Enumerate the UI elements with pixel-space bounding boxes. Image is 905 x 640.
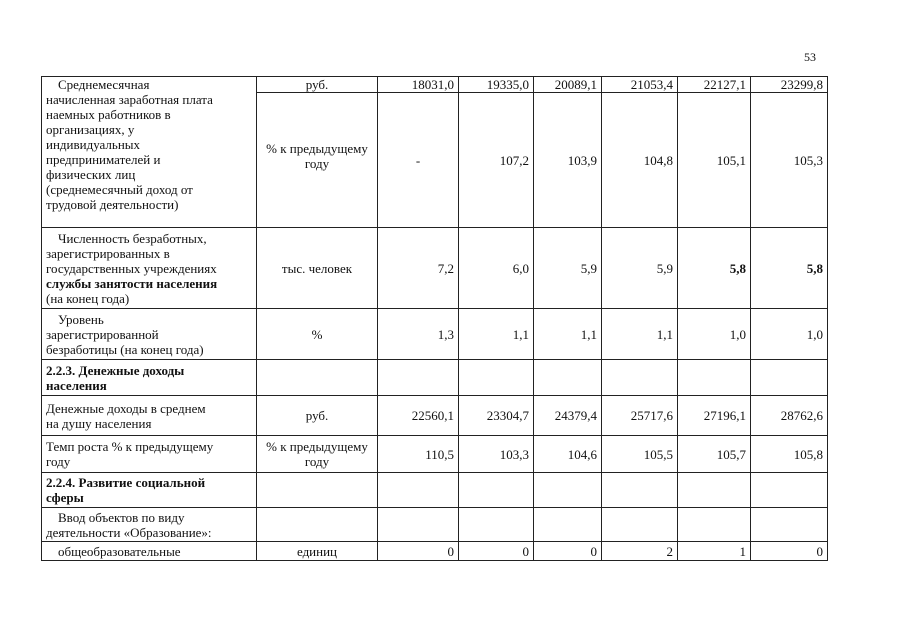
unit-cell: % — [257, 309, 378, 360]
row-label-unemployed: Численность безработных, зарегистрированных в государственных учреждениях службы занятости населения (на конец года) — [42, 228, 257, 309]
section-heading-money-income: 2.2.3. Денежные доходы населения — [42, 360, 257, 396]
value-cell: 7,2 — [378, 228, 459, 309]
value-cell: 22560,1 — [378, 396, 459, 436]
value-cell: 23299,8 — [751, 77, 828, 93]
value-cell: 5,8 — [751, 228, 828, 309]
value-cell: 27196,1 — [678, 396, 751, 436]
unit-cell: тыс. человек — [257, 228, 378, 309]
unit-cell: % к предыдущему году — [257, 93, 378, 228]
value-cell: 110,5 — [378, 436, 459, 473]
empty-cell — [257, 508, 378, 542]
unit-cell: руб. — [257, 77, 378, 93]
value-cell: 0 — [459, 542, 534, 561]
section-heading-social-sphere: 2.2.4. Развитие социальной сферы — [42, 473, 257, 508]
value-cell: 0 — [378, 542, 459, 561]
value-cell: 105,5 — [602, 436, 678, 473]
row-label-general-education: общеобразовательные — [42, 542, 257, 561]
table-row — [42, 77, 828, 93]
value-cell: 19335,0 — [459, 77, 534, 93]
empty-cell — [678, 473, 751, 508]
value-cell: 105,8 — [751, 436, 828, 473]
value-cell: 105,1 — [678, 93, 751, 228]
value-cell: 104,8 — [602, 93, 678, 228]
indicators-table — [41, 76, 828, 561]
value-cell: 28762,6 — [751, 396, 828, 436]
empty-cell — [257, 473, 378, 508]
empty-cell — [459, 473, 534, 508]
value-cell: 0 — [751, 542, 828, 561]
value-cell: 5,9 — [534, 228, 602, 309]
value-cell: 22127,1 — [678, 77, 751, 93]
value-cell: 1,1 — [602, 309, 678, 360]
empty-cell — [751, 508, 828, 542]
empty-cell — [378, 473, 459, 508]
value-cell: 6,0 — [459, 228, 534, 309]
empty-cell — [751, 473, 828, 508]
value-cell: 1,1 — [459, 309, 534, 360]
empty-cell — [257, 360, 378, 396]
empty-cell — [459, 360, 534, 396]
table-row — [42, 542, 828, 561]
row-label-education-objects: Ввод объектов по виду деятельности «Образование»: — [42, 508, 257, 542]
value-cell: 103,3 — [459, 436, 534, 473]
empty-cell — [678, 360, 751, 396]
empty-cell — [602, 508, 678, 542]
value-cell: 1,0 — [678, 309, 751, 360]
unit-cell: руб. — [257, 396, 378, 436]
value-cell: 2 — [602, 542, 678, 561]
value-cell: 105,7 — [678, 436, 751, 473]
table-row — [42, 436, 828, 473]
table-row — [42, 473, 828, 508]
row-label-income-per-capita: Денежные доходы в среднем на душу населения — [42, 396, 257, 436]
value-cell: 24379,4 — [534, 396, 602, 436]
value-cell: 25717,6 — [602, 396, 678, 436]
page-number: 53 — [804, 50, 816, 64]
row-label-unemployment-rate: Уровень зарегистрированной безработицы (на конец года) — [42, 309, 257, 360]
unit-cell: единиц — [257, 542, 378, 561]
empty-cell — [602, 473, 678, 508]
value-cell: 0 — [534, 542, 602, 561]
value-cell: 1 — [678, 542, 751, 561]
empty-cell — [459, 508, 534, 542]
unit-cell: % к предыдущему году — [257, 436, 378, 473]
value-cell: 107,2 — [459, 93, 534, 228]
value-cell: 20089,1 — [534, 77, 602, 93]
value-cell: 104,6 — [534, 436, 602, 473]
row-label-growth-rate: Темп роста % к предыдущему году — [42, 436, 257, 473]
table-row — [42, 228, 828, 309]
row-label-average-wage: Среднемесячная начисленная заработная плата наемных работников в организациях, у индивидуальных предпринимателей и физических лиц (среднемесячный доход от трудовой деятельности) — [42, 77, 257, 228]
empty-cell — [378, 508, 459, 542]
value-cell: 1,1 — [534, 309, 602, 360]
table-row — [42, 396, 828, 436]
table-row — [42, 309, 828, 360]
value-cell: 105,3 — [751, 93, 828, 228]
value-cell: 103,9 — [534, 93, 602, 228]
table-row — [42, 360, 828, 396]
value-cell: 18031,0 — [378, 77, 459, 93]
value-cell: 5,9 — [602, 228, 678, 309]
empty-cell — [534, 360, 602, 396]
empty-cell — [378, 360, 459, 396]
value-cell: 5,8 — [678, 228, 751, 309]
empty-cell — [602, 360, 678, 396]
value-cell: 23304,7 — [459, 396, 534, 436]
value-cell: 1,0 — [751, 309, 828, 360]
table-row — [42, 508, 828, 542]
value-cell: 21053,4 — [602, 77, 678, 93]
empty-cell — [678, 508, 751, 542]
empty-cell — [534, 508, 602, 542]
empty-cell — [534, 473, 602, 508]
value-cell: 1,3 — [378, 309, 459, 360]
value-cell: - — [378, 93, 459, 228]
empty-cell — [751, 360, 828, 396]
